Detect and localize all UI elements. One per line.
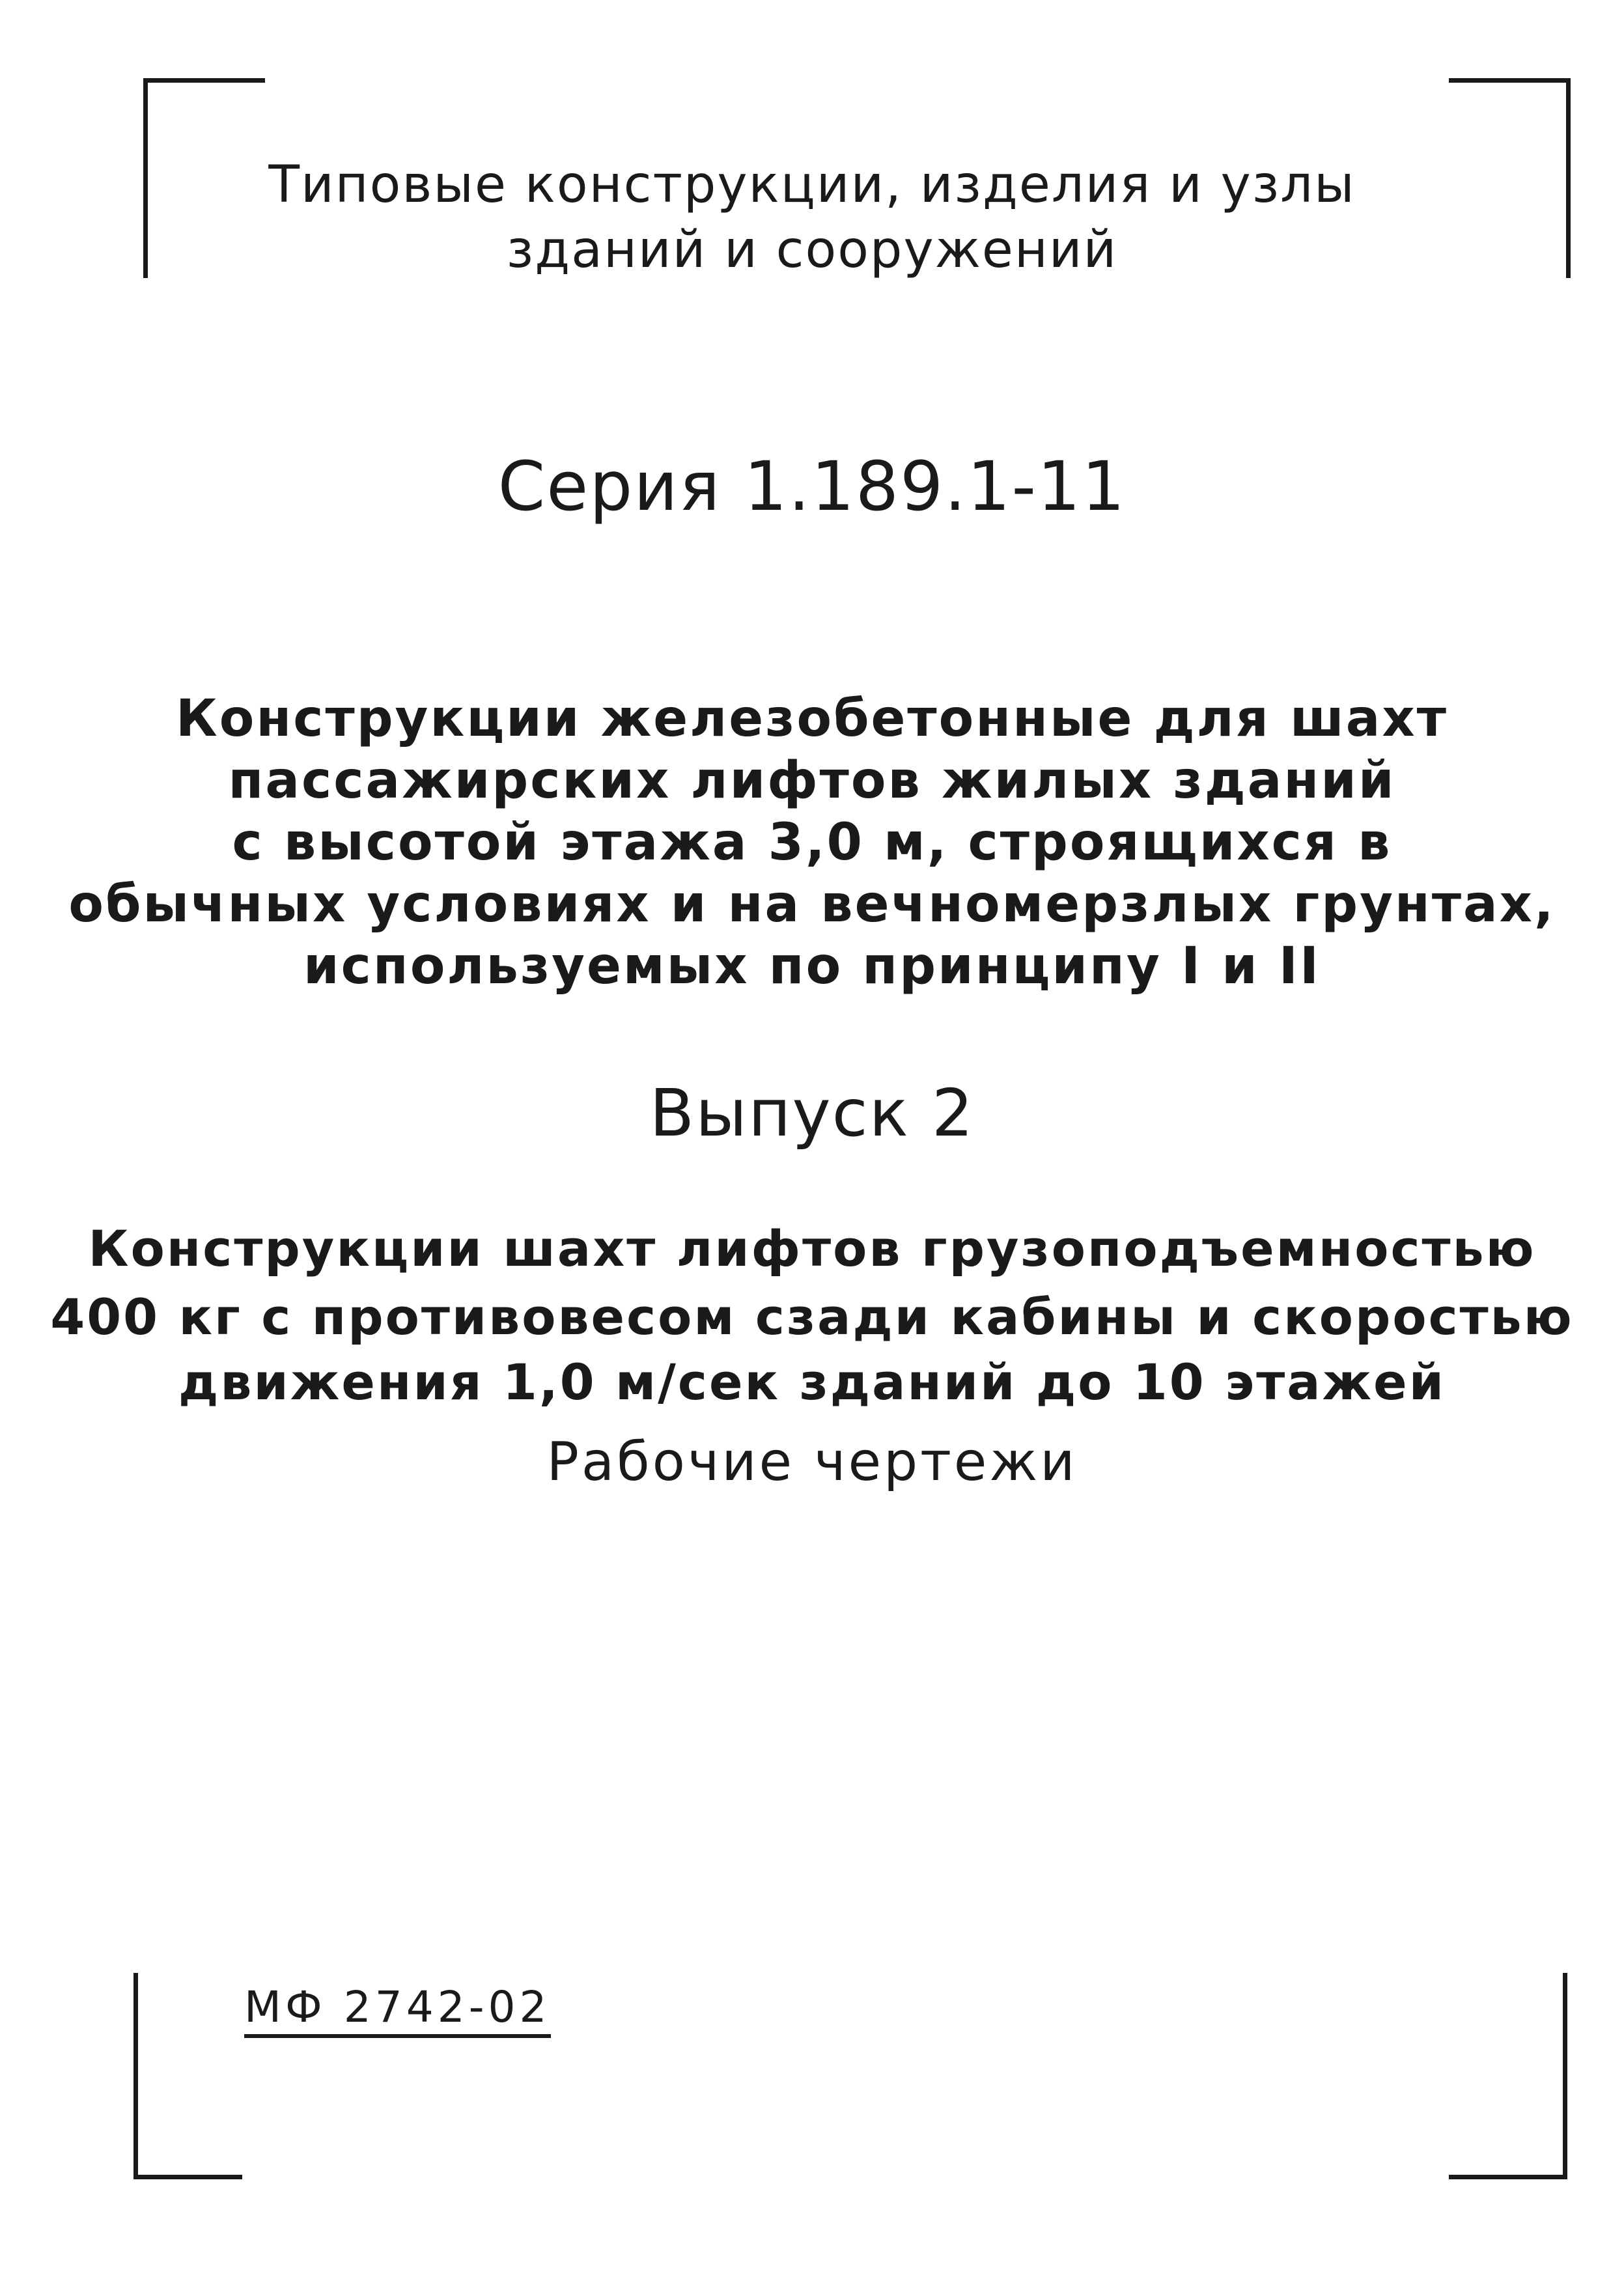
header-line-2: зданий и сооружений xyxy=(506,221,1118,279)
working-drawings-label: Рабочие чертежи xyxy=(546,1431,1078,1493)
subtitle-line-3: движения 1,0 м/сек зданий до 10 этажей xyxy=(178,1353,1446,1411)
subtitle-line-2: 400 кг с противовесом сзади кабины и скоростью xyxy=(50,1288,1574,1346)
title-line-4: обычных условиях и на вечномерзлых грунтах, xyxy=(68,875,1556,934)
title-line-1: Конструкции железобетонные для шахт xyxy=(176,690,1448,748)
header-line-1: Типовые конструкции, изделия и узлы xyxy=(268,156,1356,214)
title-line-3: с высотой этажа 3,0 м, строящихся в xyxy=(232,813,1392,872)
frame-corner-bottom-right xyxy=(1449,1973,1567,2179)
document-code: МФ 2742-02 xyxy=(244,1986,551,2038)
title-line-5: используемых по принципу I и II xyxy=(303,937,1321,996)
issue-title: Выпуск 2 xyxy=(649,1075,975,1151)
title-line-2: пассажирских лифтов жилых зданий xyxy=(228,751,1396,810)
series-title: Серия 1.189.1-11 xyxy=(497,447,1127,526)
frame-corner-bottom-left xyxy=(133,1973,242,2179)
subtitle-line-1: Конструкции шахт лифтов грузоподъемностью xyxy=(88,1220,1536,1278)
